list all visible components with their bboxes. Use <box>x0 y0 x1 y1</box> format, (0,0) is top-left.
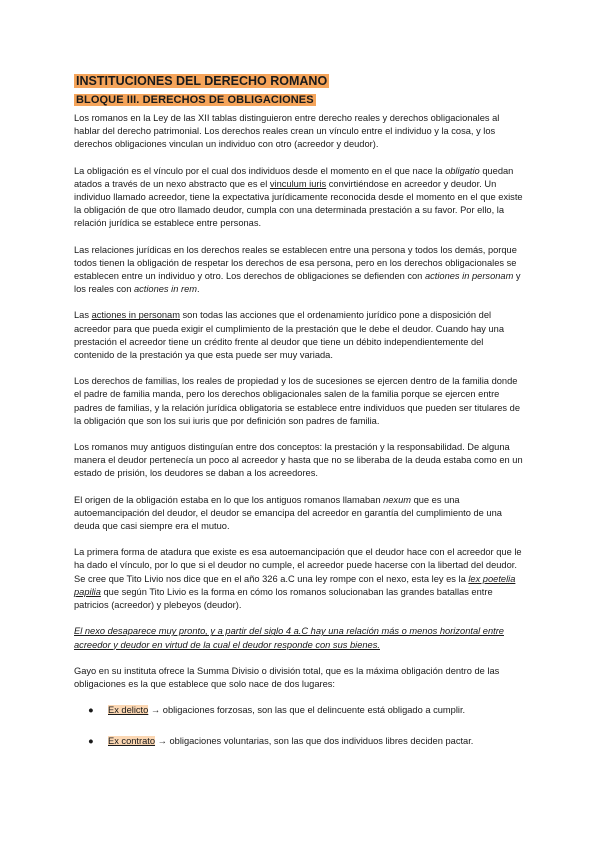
p7-text-a: El origen de la obligación estaba en lo que los antiguos romanos llamaban <box>74 494 384 505</box>
p2-text-a: La obligación es el vínculo por el cual dos individuos desde el momento en el que nace la <box>74 165 446 176</box>
term-actiones-in-rem: actiones in rem <box>133 284 197 295</box>
summa-divisio-list <box>74 704 526 748</box>
paragraph-6: Los romanos muy antiguos distinguían entre dos conceptos: la prestación y la responsabilidad. De alguna manera el deudor pertenecía un poco al acreedor y hasta que no se liberaba de la deuda estaba como en un estado de prisión, los deudores se daban a los acreedores. <box>74 442 523 479</box>
p2-text-c: quedan atados a través de un nexo abstracto que es el <box>74 165 514 189</box>
bullet-icon: ● <box>88 736 94 747</box>
term-actiones-in-personam-underlined: actiones in personam <box>91 310 180 321</box>
term-ex-contrato: Ex contrato <box>108 736 156 747</box>
paragraph-1: Los romanos en la Ley de las XII tablas distinguieron entre derecho reales y derechos obligacionales al hablar del derecho patrimonial. Los derechos reales crean un vínculo entre el individuo y la cosa, y los derechos obligaciones vinculan un individuo con otro (acreedor y deudor). <box>74 113 500 150</box>
title-block <box>74 72 526 108</box>
paragraph-4 <box>74 309 526 362</box>
bullet-icon: ● <box>88 705 94 716</box>
p2-text-e: convirtiéndose en acreedor y deudor. Un individuo llamado acreedor, tiene la expectativa jurídicamente reconocida desde el momento en el que existe la obligación de que otro llamado deudor, cumpla con una determinada prestación a su favor. Por ello, la relación jurídica se establece entre personas. <box>74 178 523 229</box>
paragraph-10: Gayo en su instituta ofrece la Summa Divisio o división total, que es la máxima obligación dentro de las obligaciones es la que establece que solo nace de dos lugares: <box>74 665 500 689</box>
paragraph-5: Los derechos de familias, los reales de propiedad y los de sucesiones se ejercen dentro de la familia donde el padre de familia manda, pero los derechos obligacionales salen de la familia porque se ejercen entre padres de familias, y la relación jurídica obligatoria se establece entre individuos que pueden ser titulares de la obligación que son los sui iuris que por definición son padres de familia. <box>74 376 520 426</box>
p3-text-c: y los reales con <box>74 271 521 295</box>
list-item <box>88 735 526 748</box>
p3-text-a: Las relaciones jurídicas en los derechos reales se establecen entre una persona y todos los demás, porque todos tienen la obligación de respetar los derechos de esa persona, pero en los derechos obligacionales se establecen entre un individuo y otro. Los derechos de obligaciones se defienden con <box>74 244 517 282</box>
paragraph-9-note: El nexo desaparece muy pronto, y a partir del siglo 4 a.C hay una relación más o menos horizontal entre acreedor y deudor en virtud de la cual el deudor responde con sus bienes. <box>74 626 504 650</box>
list-item <box>88 704 526 717</box>
paragraph-7 <box>74 494 526 534</box>
p8-text-c: que según Tito Livio es la forma en cómo los romanos solucionaban las grandes batallas entre patricios (acreedor) y plebeyos (deudor). <box>74 586 493 611</box>
list-item-text: → obligaciones forzosas, son las que el delincuente está obligado a cumplir. <box>148 705 466 716</box>
term-vinculum-iuris: vinculum iuris <box>269 178 327 189</box>
document-title: INSTITUCIONES DEL DERECHO ROMANO <box>76 74 328 88</box>
document-subtitle: BLOQUE III. DERECHOS DE OBLIGACIONES <box>76 94 314 106</box>
paragraph-3 <box>74 244 526 297</box>
term-lex-poetelia-papilia: lex poetelia papilia <box>74 573 516 597</box>
term-obligatio: obligatio <box>445 165 480 176</box>
list-item-text: → obligaciones voluntarias, son las que dos individuos libres deciden pactar. <box>155 736 474 747</box>
p3-text-e: . <box>197 284 200 295</box>
term-nexum: nexum <box>383 494 411 505</box>
p8-text-a: La primera forma de atadura que existe es esa autoemancipación que el deudor hace con el acreedor que le ha dado el vínculo, por lo que si el deudor no cumple, el acreedor puede hacerse con la libertad del deudor. Se cree que Tito Livio nos dice que en el año 326 a.C una ley rompe con el nexo, esta ley es la <box>74 547 522 584</box>
term-ex-delicto: Ex delicto <box>108 705 149 716</box>
paragraph-8 <box>74 546 526 612</box>
p4-text-c: son todas las acciones que el ordenamiento jurídico pone a disposición del acreedor para que pueda exigir el cumplimiento de la prestación que le debe el deudor. Cuando hay una prestación el acreedor tiene un crédito frente al deudor que tiene un débito independientemente del contenido de la prestación ya que esta puede ser muy variada. <box>74 310 505 361</box>
p7-text-c: que es una autoemancipación del deudor, el deudor se emancipa del acreedor en garantía del cumplimiento de una deuda que casi siempre era el mutuo. <box>74 494 502 532</box>
p4-text-a: Las <box>74 310 92 321</box>
term-actiones-in-personam: actiones in personam <box>424 271 514 282</box>
paragraph-2 <box>74 165 526 231</box>
